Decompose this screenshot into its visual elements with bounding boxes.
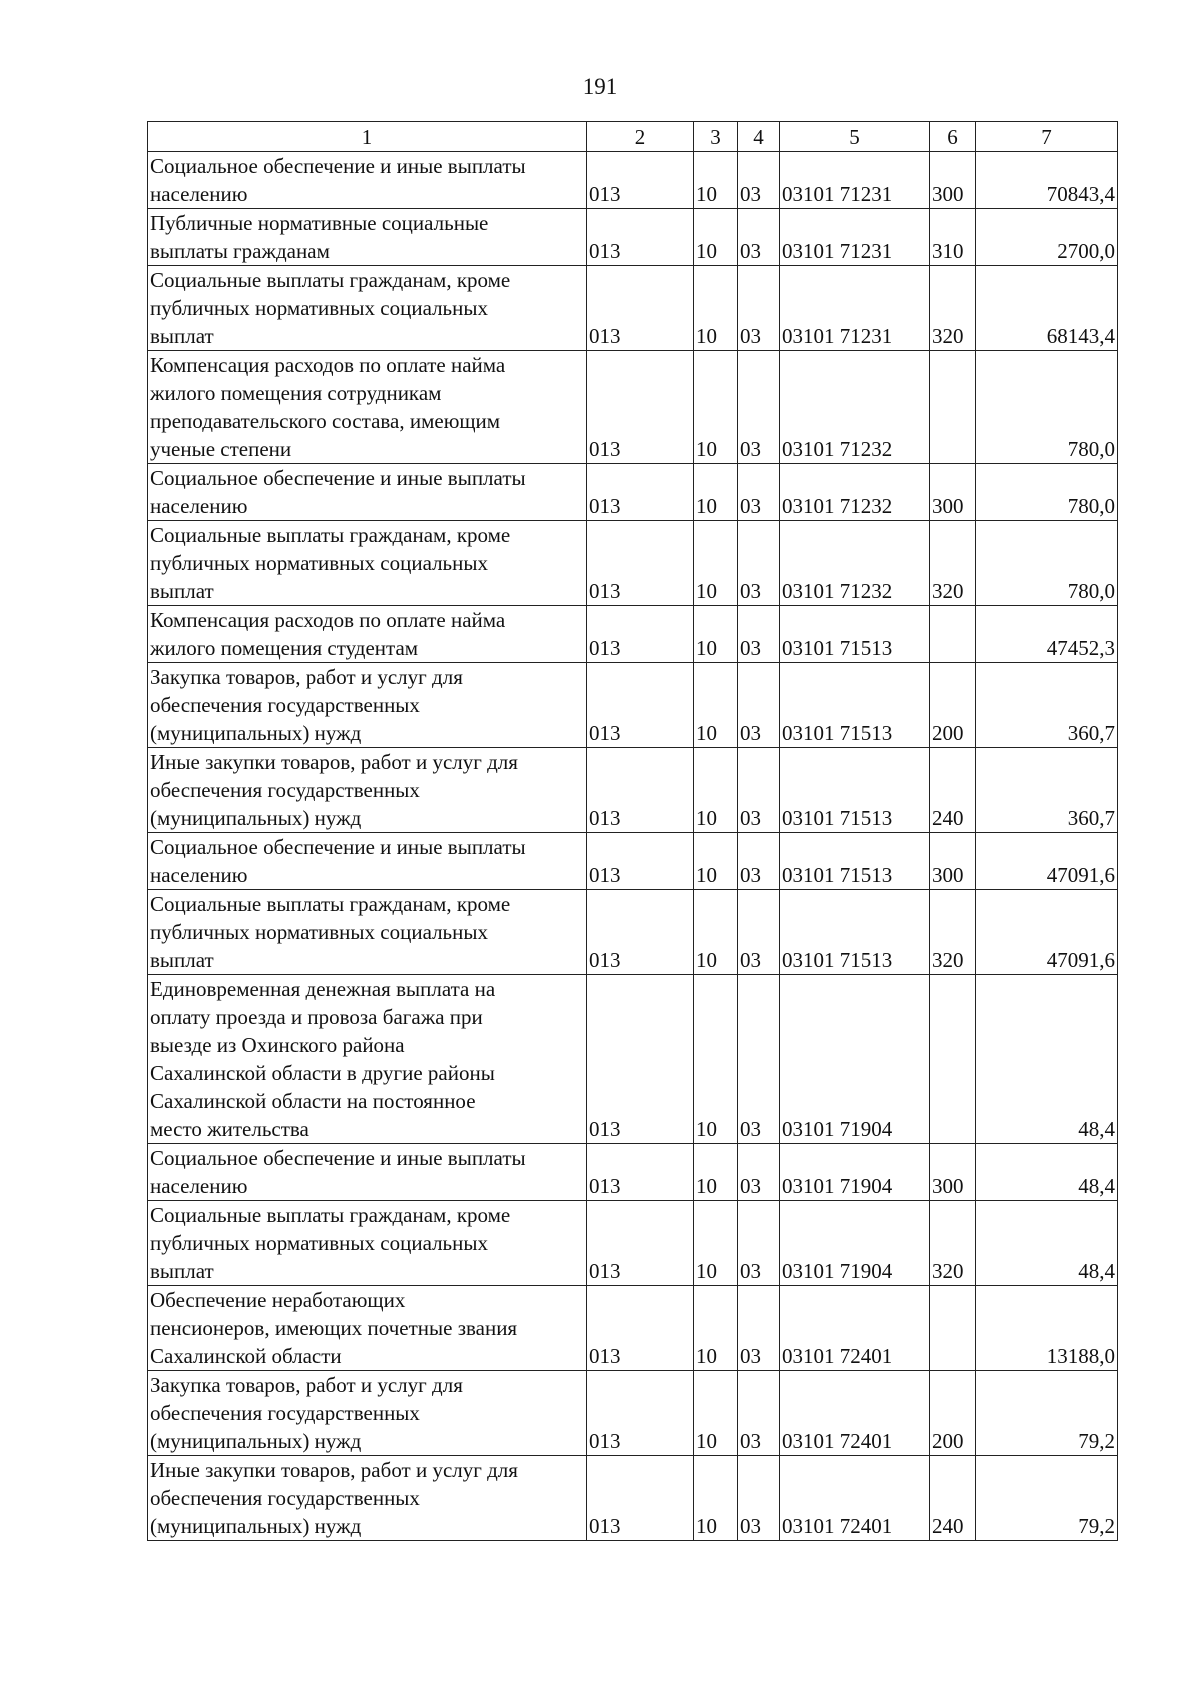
cell-amount: 780,0 <box>976 351 1118 464</box>
cell-target-article: 03101 71231 <box>780 266 930 351</box>
cell-subsection: 03 <box>738 833 780 890</box>
cell-subsection: 03 <box>738 152 780 209</box>
header-col-7: 7 <box>976 122 1118 152</box>
cell-ministry-code: 013 <box>587 1201 694 1286</box>
cell-target-article: 03101 71513 <box>780 606 930 663</box>
cell-name: Иные закупки товаров, работ и услуг для обеспечения государственных (муниципальных) нужд <box>148 1456 587 1541</box>
cell-ministry-code: 013 <box>587 1456 694 1541</box>
table-row <box>148 748 1118 833</box>
cell-section: 10 <box>694 975 738 1144</box>
table-row <box>148 663 1118 748</box>
cell-expense-type: 320 <box>930 266 976 351</box>
cell-section: 10 <box>694 833 738 890</box>
cell-subsection: 03 <box>738 521 780 606</box>
cell-amount: 360,7 <box>976 748 1118 833</box>
cell-name: Компенсация расходов по оплате найма жилого помещения сотрудникам преподавательского состава, имеющим ученые степени <box>148 351 587 464</box>
cell-section: 10 <box>694 1144 738 1201</box>
cell-target-article: 03101 71232 <box>780 464 930 521</box>
cell-amount: 47091,6 <box>976 890 1118 975</box>
cell-ministry-code: 013 <box>587 266 694 351</box>
table-row <box>148 1144 1118 1201</box>
cell-expense-type <box>930 351 976 464</box>
cell-expense-type: 310 <box>930 209 976 266</box>
table-row <box>148 1201 1118 1286</box>
cell-name: Социальное обеспечение и иные выплаты населению <box>148 833 587 890</box>
cell-target-article: 03101 71232 <box>780 351 930 464</box>
cell-ministry-code: 013 <box>587 833 694 890</box>
cell-name: Единовременная денежная выплата на оплату проезда и провоза багажа при выезде из Охинского района Сахалинской области в другие районы Сахалинской области на постоянное место жительства <box>148 975 587 1144</box>
cell-section: 10 <box>694 748 738 833</box>
cell-amount: 68143,4 <box>976 266 1118 351</box>
cell-name: Закупка товаров, работ и услуг для обеспечения государственных (муниципальных) нужд <box>148 663 587 748</box>
cell-expense-type: 320 <box>930 521 976 606</box>
cell-subsection: 03 <box>738 1456 780 1541</box>
cell-name: Социальное обеспечение и иные выплаты населению <box>148 1144 587 1201</box>
cell-amount: 48,4 <box>976 1201 1118 1286</box>
cell-name: Закупка товаров, работ и услуг для обеспечения государственных (муниципальных) нужд <box>148 1371 587 1456</box>
cell-subsection: 03 <box>738 1201 780 1286</box>
cell-name: Социальные выплаты гражданам, кроме публичных нормативных социальных выплат <box>148 1201 587 1286</box>
table-header-row <box>148 122 1118 152</box>
table-row <box>148 152 1118 209</box>
header-col-4: 4 <box>738 122 780 152</box>
cell-section: 10 <box>694 1201 738 1286</box>
cell-target-article: 03101 71513 <box>780 663 930 748</box>
cell-subsection: 03 <box>738 1144 780 1201</box>
table-row <box>148 1456 1118 1541</box>
cell-expense-type: 300 <box>930 1144 976 1201</box>
cell-target-article: 03101 71904 <box>780 1144 930 1201</box>
cell-target-article: 03101 71231 <box>780 209 930 266</box>
cell-section: 10 <box>694 266 738 351</box>
cell-expense-type: 320 <box>930 1201 976 1286</box>
cell-amount: 780,0 <box>976 521 1118 606</box>
cell-subsection: 03 <box>738 351 780 464</box>
cell-amount: 79,2 <box>976 1371 1118 1456</box>
cell-section: 10 <box>694 663 738 748</box>
cell-target-article: 03101 71513 <box>780 890 930 975</box>
cell-subsection: 03 <box>738 975 780 1144</box>
cell-expense-type <box>930 975 976 1144</box>
cell-target-article: 03101 71232 <box>780 521 930 606</box>
cell-subsection: 03 <box>738 748 780 833</box>
cell-name: Иные закупки товаров, работ и услуг для обеспечения государственных (муниципальных) нужд <box>148 748 587 833</box>
table-row <box>148 1286 1118 1371</box>
cell-expense-type <box>930 606 976 663</box>
table-row <box>148 464 1118 521</box>
cell-expense-type: 300 <box>930 833 976 890</box>
cell-ministry-code: 013 <box>587 464 694 521</box>
cell-ministry-code: 013 <box>587 521 694 606</box>
cell-ministry-code: 013 <box>587 890 694 975</box>
cell-section: 10 <box>694 606 738 663</box>
cell-expense-type: 240 <box>930 748 976 833</box>
cell-section: 10 <box>694 464 738 521</box>
table-row <box>148 890 1118 975</box>
cell-amount: 48,4 <box>976 1144 1118 1201</box>
table-row <box>148 521 1118 606</box>
table-row <box>148 1371 1118 1456</box>
cell-ministry-code: 013 <box>587 152 694 209</box>
cell-expense-type: 300 <box>930 152 976 209</box>
cell-subsection: 03 <box>738 209 780 266</box>
header-col-1: 1 <box>148 122 587 152</box>
cell-section: 10 <box>694 521 738 606</box>
cell-name: Компенсация расходов по оплате найма жилого помещения студентам <box>148 606 587 663</box>
cell-amount: 48,4 <box>976 975 1118 1144</box>
cell-subsection: 03 <box>738 1286 780 1371</box>
cell-ministry-code: 013 <box>587 663 694 748</box>
cell-amount: 79,2 <box>976 1456 1118 1541</box>
cell-subsection: 03 <box>738 1371 780 1456</box>
cell-ministry-code: 013 <box>587 606 694 663</box>
cell-name: Публичные нормативные социальные выплаты гражданам <box>148 209 587 266</box>
cell-section: 10 <box>694 152 738 209</box>
table-row <box>148 606 1118 663</box>
cell-ministry-code: 013 <box>587 351 694 464</box>
cell-name: Социальное обеспечение и иные выплаты населению <box>148 464 587 521</box>
cell-name: Обеспечение неработающих пенсионеров, имеющих почетные звания Сахалинской области <box>148 1286 587 1371</box>
cell-subsection: 03 <box>738 606 780 663</box>
cell-expense-type: 200 <box>930 663 976 748</box>
cell-target-article: 03101 71904 <box>780 975 930 1144</box>
cell-section: 10 <box>694 209 738 266</box>
cell-target-article: 03101 72401 <box>780 1456 930 1541</box>
header-col-2: 2 <box>587 122 694 152</box>
cell-amount: 47091,6 <box>976 833 1118 890</box>
cell-expense-type: 320 <box>930 890 976 975</box>
cell-subsection: 03 <box>738 266 780 351</box>
cell-name: Социальные выплаты гражданам, кроме публичных нормативных социальных выплат <box>148 890 587 975</box>
cell-subsection: 03 <box>738 890 780 975</box>
cell-name: Социальные выплаты гражданам, кроме публичных нормативных социальных выплат <box>148 521 587 606</box>
cell-amount: 2700,0 <box>976 209 1118 266</box>
cell-target-article: 03101 72401 <box>780 1371 930 1456</box>
budget-table <box>147 121 1118 1541</box>
cell-ministry-code: 013 <box>587 1144 694 1201</box>
cell-name: Социальные выплаты гражданам, кроме публичных нормативных социальных выплат <box>148 266 587 351</box>
cell-name: Социальное обеспечение и иные выплаты населению <box>148 152 587 209</box>
cell-ministry-code: 013 <box>587 748 694 833</box>
cell-target-article: 03101 71904 <box>780 1201 930 1286</box>
table-row <box>148 209 1118 266</box>
cell-section: 10 <box>694 1286 738 1371</box>
header-col-5: 5 <box>780 122 930 152</box>
cell-amount: 70843,4 <box>976 152 1118 209</box>
cell-expense-type: 240 <box>930 1456 976 1541</box>
cell-target-article: 03101 71513 <box>780 748 930 833</box>
cell-section: 10 <box>694 1456 738 1541</box>
page-number: 191 <box>582 74 618 99</box>
cell-section: 10 <box>694 1371 738 1456</box>
cell-ministry-code: 013 <box>587 209 694 266</box>
table-row <box>148 351 1118 464</box>
cell-section: 10 <box>694 890 738 975</box>
cell-ministry-code: 013 <box>587 1286 694 1371</box>
cell-subsection: 03 <box>738 464 780 521</box>
cell-amount: 13188,0 <box>976 1286 1118 1371</box>
cell-section: 10 <box>694 351 738 464</box>
table-row <box>148 833 1118 890</box>
cell-ministry-code: 013 <box>587 975 694 1144</box>
cell-ministry-code: 013 <box>587 1371 694 1456</box>
cell-subsection: 03 <box>738 663 780 748</box>
cell-target-article: 03101 71513 <box>780 833 930 890</box>
cell-expense-type: 300 <box>930 464 976 521</box>
cell-expense-type: 200 <box>930 1371 976 1456</box>
header-col-6: 6 <box>930 122 976 152</box>
cell-amount: 47452,3 <box>976 606 1118 663</box>
cell-target-article: 03101 71231 <box>780 152 930 209</box>
header-col-3: 3 <box>694 122 738 152</box>
cell-target-article: 03101 72401 <box>780 1286 930 1371</box>
table-row <box>148 975 1118 1144</box>
cell-amount: 360,7 <box>976 663 1118 748</box>
cell-expense-type <box>930 1286 976 1371</box>
cell-amount: 780,0 <box>976 464 1118 521</box>
table-row <box>148 266 1118 351</box>
table-body <box>148 152 1118 1541</box>
